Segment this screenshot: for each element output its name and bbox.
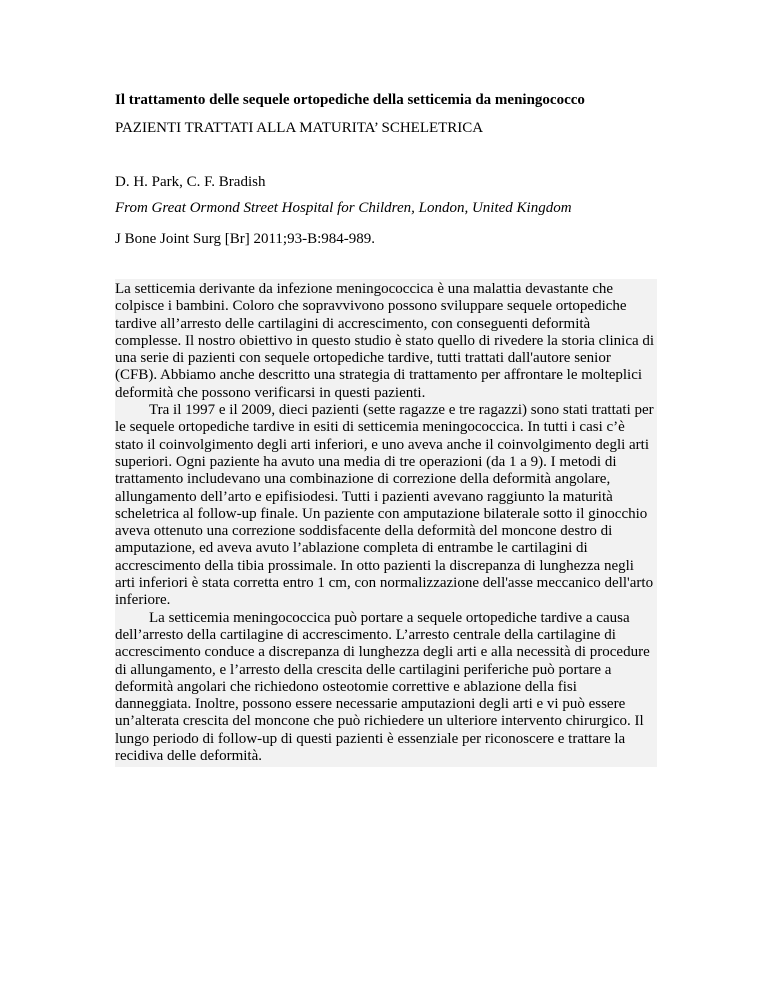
abstract-block [115, 279, 657, 767]
document-subtitle: PAZIENTI TRATTATI ALLA MATURITA’ SCHELETRICA [115, 120, 484, 136]
abstract-paragraph: Tra il 1997 e il 2009, dieci pazienti (sette ragazze e tre ragazzi) sono stati trattati per le sequele ortopediche tardive in esiti di setticemia meningococcica. In tutti i casi c’è stato il coinvolgimento degli arti inferiori, e uno aveva anche il coinvolgimento degli arti superiori. Ogni paziente ha avuto una media di tre operazioni (da 1 a 9). I metodi di trattamento includevano una combinazione di correzione della deformità angolare, allungamento dell’arto e epifisiodesi. Tutti i pazienti avevano raggiunto la maturità scheletrica al follow-up finale. Un paziente con amputazione bilaterale sotto il ginocchio aveva ottenuto una correzione soddisfacente della deformità del moncone destro di amputazione, ed aveva avuto l’ablazione completa di entrambe le cartilagini di accrescimento della tibia prossimale. In otto pazienti la discrepanza di lunghezza negli arti inferiori è stata corretta entro 1 cm, con normalizzazione dell'asse meccanico dell'arto inferiore. [115, 402, 654, 609]
document-title: Il trattamento delle sequele ortopediche della setticemia da meningococco [115, 92, 585, 108]
citation: J Bone Joint Surg [Br] 2011;93-B:984-989. [115, 231, 376, 247]
authors: D. H. Park, C. F. Bradish [115, 174, 266, 190]
affiliation: From Great Ormond Street Hospital for Children, London, United Kingdom [115, 200, 572, 216]
abstract-paragraph: La setticemia derivante da infezione meningococcica è una malattia devastante che colpisce i bambini. Coloro che sopravvivono possono sviluppare sequele ortopediche tardive all’arresto delle cartilagini di accrescimento, con conseguenti deformità complesse. Il nostro obiettivo in questo studio è stato quello di rivedere la storia clinica di una serie di pazienti con sequele ortopediche tardive, tutti trattati dall'autore senior (CFB). Abbiamo anche descritto una strategia di trattamento per affrontare le molteplici deformità che possono verificarsi in questi pazienti. [115, 281, 655, 401]
abstract-paragraph: La setticemia meningococcica può portare a sequele ortopediche tardive a causa dell’arresto della cartilagine di accrescimento. L’arresto centrale della cartilagine di accrescimento conduce a discrepanza di lunghezza degli arti e alla necessità di procedure di allungamento, e l’arresto della crescita delle cartilagini periferiche può portare a deformità angolari che richiedono osteotomie correttive e ablazione della fisi danneggiata. Inoltre, possono essere necessarie amputazioni degli arti e vi può essere un’alterata crescita del moncone che può richiedere un ulteriore intervento chirurgico. Il lungo periodo di follow-up di questi pazienti è essenziale per riconoscere e trattare la recidiva delle deformità. [115, 609, 650, 765]
